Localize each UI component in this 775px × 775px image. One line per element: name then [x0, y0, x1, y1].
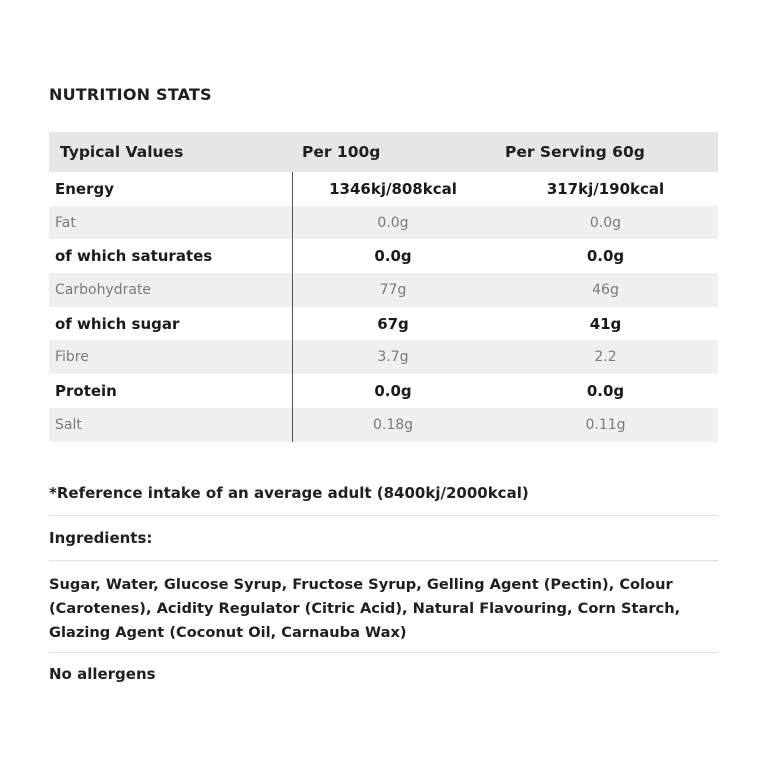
row-label: of which saturates	[55, 247, 213, 266]
page-title: NUTRITION STATS	[49, 85, 212, 104]
table-row-salt	[49, 408, 718, 442]
value-per-100g: 0.0g	[292, 374, 493, 408]
divider	[49, 652, 718, 653]
column-header-typical-values: Typical Values	[60, 143, 184, 161]
value-per-serving: 41g	[589, 314, 622, 333]
value-per-100g: 1346kj/808kcal	[292, 172, 493, 206]
value-per-serving: 0.11g	[585, 416, 626, 433]
table-row-fat	[49, 206, 718, 240]
allergens-note: No allergens	[49, 665, 156, 683]
nutrition-table	[49, 132, 718, 442]
value-per-serving: 0.0g	[586, 381, 625, 400]
table-row-protein	[49, 374, 718, 408]
row-label: Energy	[55, 179, 115, 198]
ingredients-heading: Ingredients:	[49, 529, 153, 547]
row-label: Fat	[55, 214, 76, 231]
value-per-100g: 77g	[292, 273, 493, 307]
row-label: Fibre	[55, 349, 89, 366]
table-row-fibre	[49, 340, 718, 374]
value-per-100g: 0.18g	[292, 408, 493, 442]
value-per-serving: 46g	[592, 281, 619, 298]
divider	[49, 515, 718, 516]
table-row-energy	[49, 172, 718, 206]
column-header-per-100g: Per 100g	[302, 143, 381, 161]
value-per-serving: 0.0g	[589, 214, 622, 231]
column-header-per-serving: Per Serving 60g	[505, 143, 645, 161]
value-per-100g: 0.0g	[292, 239, 493, 273]
value-per-serving: 2.2	[594, 349, 617, 366]
table-row-carbohydrate	[49, 273, 718, 307]
table-row-saturates	[49, 239, 718, 273]
table-row-sugar	[49, 307, 718, 341]
value-per-100g: 67g	[292, 307, 493, 341]
ingredients-list: Sugar, Water, Glucose Syrup, Fructose Syrup, Gelling Agent (Pectin), Colour (Carotenes), Acidity Regulator (Citric Acid), Natural Flavouring, Corn Starch, Glazing Agent (Coconut Oil, Carnauba Wax)	[49, 576, 681, 641]
row-label: Carbohydrate	[55, 281, 152, 298]
value-per-serving: 317kj/190kcal	[546, 179, 665, 198]
value-per-100g: 0.0g	[292, 206, 493, 240]
reference-intake-note: *Reference intake of an average adult (8400kj/2000kcal)	[49, 484, 529, 502]
divider	[49, 560, 718, 561]
row-label: Protein	[55, 381, 117, 400]
row-label: of which sugar	[55, 314, 180, 333]
value-per-serving: 0.0g	[586, 247, 625, 266]
value-per-100g: 3.7g	[292, 340, 493, 374]
row-label: Salt	[55, 416, 82, 433]
table-header-row	[49, 132, 718, 172]
